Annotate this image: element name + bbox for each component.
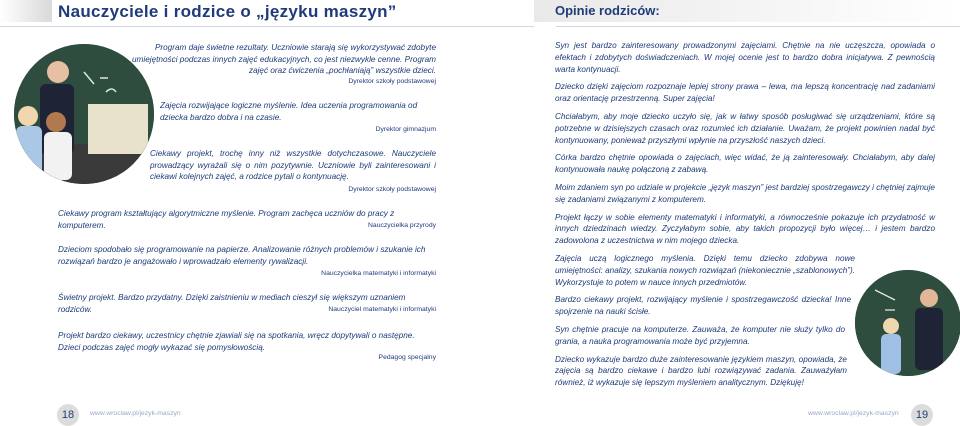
opinion-paragraph: Syn chętnie pracuje na komputerze. Zauważa, że komputer nie służy tylko do grania, a nauka programowania może być przyjemna. (555, 324, 845, 346)
quote-author: Nauczycielka matematyki i informatyki (321, 270, 436, 277)
opinion-paragraph: Córka bardzo chętnie opowiada o zajęciach, więc widać, że ją zainteresowały. Chciałabym, aby dalej kontynuowała naukę połączoną z zabawą. (555, 153, 935, 175)
quote-author: Nauczycielka przyrody (368, 222, 436, 229)
quote-author: Dyrektor gimnazjum (375, 126, 436, 133)
quote-text: Świetny projekt. Bardzo przydatny. Dzięki zaistnieniu w mediach cieszył się większym uznaniem rodziców. (58, 293, 406, 314)
quote-author: Nauczyciel matematyki i informatyki (328, 306, 436, 313)
quote-text: Ciekawy program kształtujący algorytmiczne myślenie. Program zachęca uczniów do pracy z komputerem. (58, 209, 395, 230)
quote-text: Projekt bardzo ciekawy, uczestnicy chętnie zjawiali się na spotkania, wręcz dopytywali o następne. Dzieci podczas zajęć mogły wykazać się pomysłowością. (58, 331, 415, 352)
quote-text: Ciekawy projekt, trochę inny niż wszystkie dotychczasowe. Nauczyciele prowadzący wyrażali się o nim pozytywnie. Uczniowie byli zainteresowani i ciekawi kolejnych zajęć, a rodzice pytali o kontynuację. (150, 149, 436, 181)
classroom-photo-right (855, 270, 960, 376)
opinion-paragraph: Syn jest bardzo zainteresowany prowadzonymi zajęciami. Chętnie na nie uczęszcza, opowiada o efektach i zdobytych doświadczeniach. W mojej ocenie jest to bardzo dobra inicjatywa. Z pewnością warta kontynuacji. (555, 41, 935, 74)
opinion-paragraph: Moim zdaniem syn po udziale w projekcie „język maszyn” jest bardziej spostrzegawczy i chętniej zajmuje się zadaniami związanymi z komputerem. (555, 182, 935, 204)
quote-author: Dyrektor szkoły podstawowej (348, 186, 436, 193)
page-number-left: 18 (57, 404, 79, 426)
page-number-right: 19 (911, 404, 933, 426)
quote-text: Zajęcia rozwijające logiczne myślenie. Idea uczenia programowania od dziecka bardzo dobra i na czasie. (160, 101, 418, 122)
page-title-left: Nauczyciele i rodzice o „języku maszyn” (58, 2, 397, 21)
opinion-paragraph: Dziecko dzięki zajęciom rozpoznaje lepiej strony prawa – lewa, ma lepszą koncentrację nad zadaniami oraz orientację przestrzenną. Super zajęcia! (555, 82, 935, 104)
classroom-illustration (855, 270, 960, 376)
footer-url-right[interactable]: www.wroclaw.pl/jezyk-maszyn (808, 410, 899, 417)
quote-text: Dzieciom spodobało się programowanie na papierze. Analizowanie różnych problemów i szukanie ich rozwiązań bardzo je angażowało i wprowadzało elementy rywalizacji. (58, 245, 426, 266)
opinion-paragraph: Bardzo ciekawy projekt, rozwijający myślenie i spostrzegawczość dziecka! Inne spojrzenie na nauki ścisłe. (555, 295, 851, 317)
quote-author: Dyrektor szkoły podstawowej (348, 78, 436, 85)
opinion-paragraph: Zajęcia uczą logicznego myślenia. Dzięki temu dziecko zdobywa nowe umiejętności: analizy, szukania nowych rozwiązań (niekoniecznie „szablonowych”). Wykorzystuje to potem w nauce innych przedmiotów. (555, 253, 855, 287)
opinion-paragraph: Chciałabym, aby moje dziecko uczyło się, jak w łatwy sposób posługiwać się urządzeniami, które są potrzebne w dzisiejszych czasach oraz rozumieć ich działanie. Uważam, że projekt powinien nadal być kontynuowany, ponieważ przyszłymi wpłynie na przyszłość naszych dzieci. (555, 111, 935, 145)
page-title-right: Opinie rodziców: (555, 3, 660, 18)
header-gradient (0, 0, 52, 22)
opinion-paragraph: Projekt łączy w sobie elementy matematyki i informatyki, a równocześnie pokazuje ich przydatność w innych dziedzinach wiedzy. Zyczyłabym sobie, aby takich propozycji było więcej… i jestem bardzo zadowolona z uczestnictwa w nim mojego dziecka. (555, 212, 935, 246)
footer-url-left[interactable]: www.wroclaw.pl/jezyk-maszyn (90, 410, 181, 417)
quote-author: Pedagog specjalny (378, 354, 436, 361)
quote-text: Program daje świetne rezultaty. Uczniowie starają się wykorzystywać zdobyte umiejętności podczas innych zajęć edukacyjnych, co jest niezwykle cenne. Program zajęć oraz ćwiczenia „pochłaniają” wszystkie dzieci. (132, 43, 436, 75)
header-divider (0, 26, 960, 27)
opinion-paragraph: Dziecko wykazuje bardzo duże zainteresowanie językiem maszyn, opowiada, że zajęcia są bardzo ciekawe i bardzo lubi rozwiązywać zadania. Zauważyłam również, iż wykazuje się lepszym myśleniem analitycznym. Dziękuję! (555, 354, 847, 388)
